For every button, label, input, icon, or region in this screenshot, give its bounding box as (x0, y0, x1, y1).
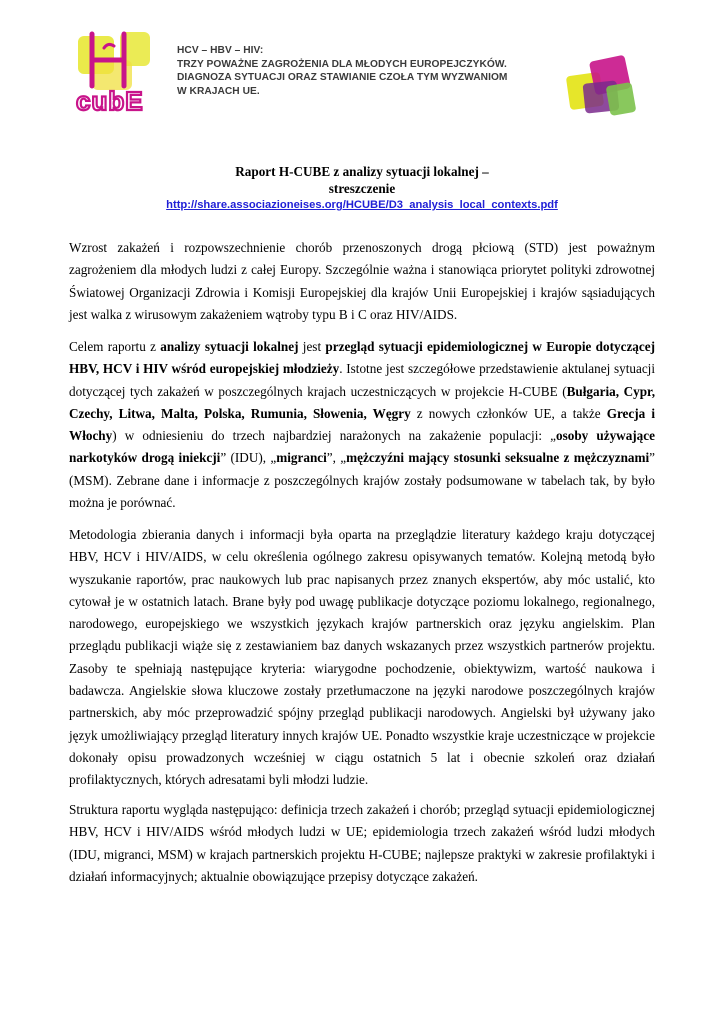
bold-run: analizy sytuacji lokalnej (160, 339, 299, 354)
header-title (177, 44, 557, 98)
bold-run: osoby używające narkotyków drogą iniekcji (69, 428, 655, 466)
bold-run: mężczyźni mający stosunki seksualne z mężczyznami (346, 450, 650, 466)
header-title-line: DIAGNOZA SYTUACJI ORAZ STAWIANIE CZOŁA TYM WYZWANIOM (177, 72, 508, 84)
text-run: ) w odniesieniu do trzech najbardziej narażonych na zakażenie populacji: „ (112, 428, 557, 444)
title-line-1: Raport H-CUBE z analizy sytuacji lokalnej – (235, 164, 489, 179)
bold-run: Bułgaria, Cypr, Czechy, Litwa, Malta, Polska, Rumunia, Słowenia, Węgry (69, 383, 655, 421)
text-run: z nowych członków UE, a także (410, 405, 607, 421)
h-cube-logo (72, 30, 172, 116)
text-run: ” (MSM). Zebrane dane i informacje z poszczególnych krajów zostały podsumowane w tabelach tak, by było można je porównać. (69, 450, 656, 511)
report-link[interactable]: http://share.associazioneises.org/HCUBE/D3_analysis_local_contexts.pdf (166, 199, 558, 211)
title-line-2: streszczenie (328, 181, 396, 196)
bold-run: migranci (276, 450, 327, 466)
paragraph-structure: Struktura raportu wygląda następująco: definicja trzech zakażeń i chorób; przegląd sytuacji epidemiologicznej HBV, HCV i HIV/AIDS wśród młodych ludzi w UE; epidemiologia trzech zakażeń wśród ludzi młodych (IDU, migranci, MSM) w krajach partnerskich projektu H-CUBE; najlepsze praktyki w zakresie profilaktyki i działań informacyjnych; aktualnie obowiązujące przepisy dotyczące zakażeń. (69, 802, 655, 884)
text-run: ”, „ (326, 450, 347, 466)
bold-run: Grecja i Włochy (69, 405, 655, 444)
header-title-line: W KRAJACH UE. (177, 85, 260, 97)
text-run: . Istotne jest szczegółowe przedstawienie aktulanej sytuacji dotyczącej tych zakażeń w poszczególnych krajach uczestniczących w projekcie H-CUBE ( (69, 361, 656, 399)
bold-run: przegląd sytuacji epidemiologicznej w Europie dotyczącej HBV, HCV i HIV wśród europejskiej młodzieży (69, 339, 655, 377)
header-title-line: HCV – HBV – HIV: (177, 45, 264, 56)
paragraph-aim (69, 336, 655, 514)
text-run: jest (298, 339, 326, 354)
paragraph-methodology: Metodologia zbierania danych i informacji była oparta na przeglądzie literatury każdego kraju dotyczącej HBV, HCV i HIV/AIDS, w celu określenia ogólnego zakresu opisywanych tematów. Kolejną metodą było wyszukanie raportów, prac naukowych lub prac napisanych przez znanych ekspertów, aby móc ustalić, kto cytował je w ostatnich latach. Brane były pod uwagę publikacje dotyczące poziomu lokalnego, regionalnego, narodowego, europejskiego we wszystkich językach krajów partnerskich oraz języku angielskim. Plan przeglądu publikacji wiąże się z zestawianiem baz danych wskazanych przez wszystkich partnerów projektu. Zasoby te spełniają następujące kryteria: wiarygodne pochodzenie, obiektywizm, wartość naukowa i badawcza. Angielskie słowa kluczowe zostały przetłumaczone na języki narodowe poszczególnych krajów partnerskich, aby móc przeprowadzić spójny przegląd publikacji narodowych. Angielski był używany jako język umożliwiający przegląd literatury innych krajów UE. Ponadto wszystkie kraje uczestniczące w projekcie dokonały opisu prowadzonych wcześniej w ciągu ostatnich 5 lat i obecnie szkoleń oraz działań profilaktycznych, których adresatami byli młodzi ludzie. (69, 527, 655, 788)
decorative-squares-icon (562, 52, 644, 124)
text-run: ” (IDU), „ (220, 450, 277, 466)
svg-text:cubE: cubE (76, 86, 144, 116)
document-title (62, 163, 662, 213)
paragraph-intro: Wzrost zakażeń i rozpowszechnienie chorób przenoszonych drogą płciową (STD) jest poważnym zagrożeniem dla młodych ludzi z całej Europy. Szczególnie ważna i stanowiąca priorytet polityki zdrowotnej Światowej Organizacji Zdrowia i Komisji Europejskiej dla krajów Unii Europejskiej i krajów sąsiadujących jest walka z wirusowym zakażeniem wątroby typu B i C oraz HIV/AIDS. (69, 240, 655, 322)
text-run: Celem raportu z (69, 339, 161, 354)
header-title-line: TRZY POWAŻNE ZAGROŻENIA DLA MŁODYCH EUROPEJCZYKÓW. (177, 58, 507, 70)
